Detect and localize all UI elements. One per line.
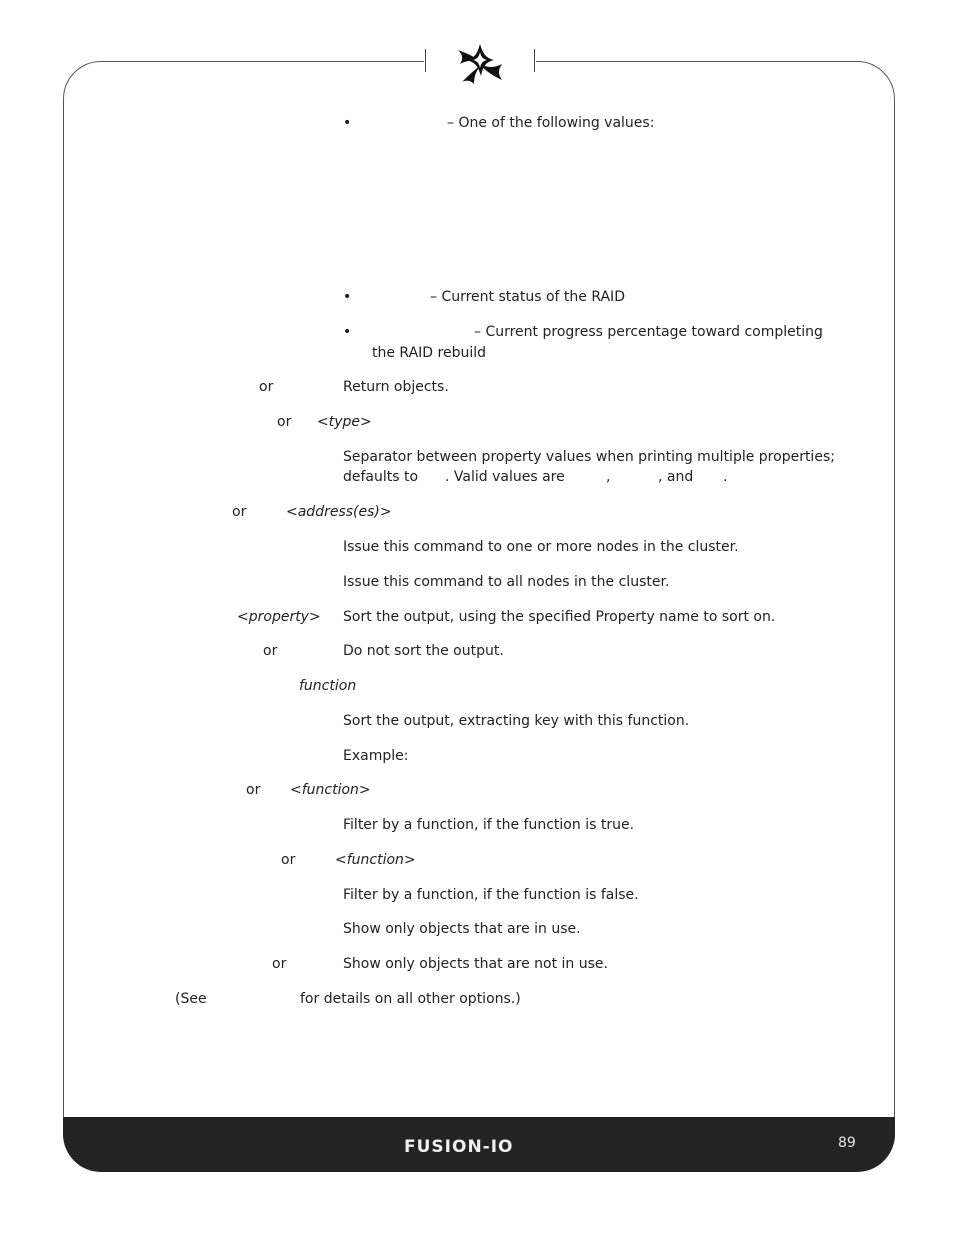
option-description: Return objects. [343, 379, 449, 395]
option-or: or [272, 956, 287, 972]
bullet-text: – Current progress percentage toward completing [474, 324, 823, 340]
option-description: Show only objects that are not in use. [343, 956, 608, 972]
option-description: Issue this command to all nodes in the cluster. [343, 574, 670, 590]
page-number: 89 [838, 1135, 856, 1151]
option-description: , [606, 469, 611, 485]
option-description: Sort the output, using the specified Property name to sort on. [343, 609, 776, 625]
fusion-io-wordmark-logo [404, 1136, 554, 1156]
option-or: or [246, 782, 261, 798]
option-or: or [263, 643, 278, 659]
bullet-marker: • [343, 324, 352, 340]
option-or: or [277, 414, 292, 430]
option-description: Issue this command to one or more nodes in the cluster. [343, 539, 739, 555]
bullet-text: – Current status of the RAID [430, 289, 625, 305]
bullet-text: – One of the following values: [447, 115, 655, 131]
see-also-text: (See [175, 991, 207, 1007]
option-argument: <type> [317, 414, 372, 430]
option-argument: <function> [290, 782, 371, 798]
option-description: Do not sort the output. [343, 643, 504, 659]
option-description: defaults to [343, 469, 419, 485]
option-or: or [232, 504, 247, 520]
bullet-marker: • [343, 115, 352, 131]
option-description: Show only objects that are in use. [343, 921, 581, 937]
option-description: Filter by a function, if the function is true. [343, 817, 635, 833]
option-argument: <property> [237, 609, 321, 625]
option-argument: <address(es)> [286, 504, 392, 520]
bullet-text-continued: the RAID rebuild [372, 345, 487, 361]
see-also-text: for details on all other options.) [300, 991, 521, 1007]
option-description: Separator between property values when printing multiple properties; [343, 449, 835, 465]
option-description: Sort the output, extracting key with this function. [343, 713, 690, 729]
option-description: . [723, 469, 728, 485]
option-argument: function [299, 678, 357, 694]
bullet-marker: • [343, 289, 352, 305]
option-or: or [281, 852, 296, 868]
footer-brand-text: FUSION-IO [404, 1137, 514, 1156]
option-or: or [259, 379, 274, 395]
option-description: Example: [343, 748, 409, 764]
option-argument: <function> [335, 852, 416, 868]
header-right-tick [534, 49, 535, 72]
fusion-io-star-logo-icon [450, 40, 510, 88]
option-description: . Valid values are [445, 469, 565, 485]
header-left-tick [425, 49, 426, 72]
option-description: Filter by a function, if the function is false. [343, 887, 639, 903]
option-description: , and [658, 469, 694, 485]
